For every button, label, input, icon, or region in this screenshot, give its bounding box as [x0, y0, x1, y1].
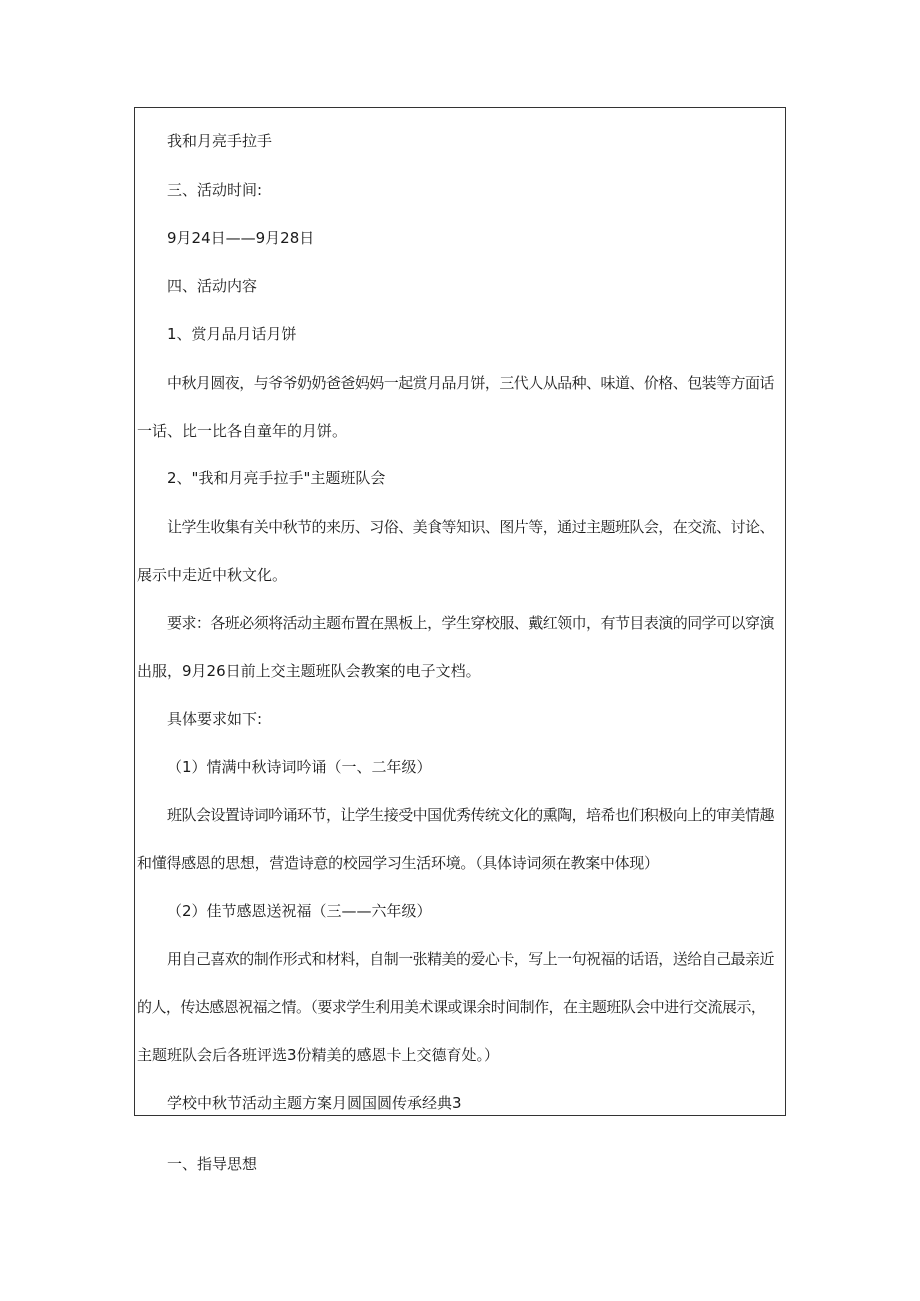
guiding-thought-heading: 一、指导思想: [167, 1155, 258, 1173]
paragraph-line: 让学生收集有关中秋节的来历、习俗、美食等知识、图片等，通过主题班队会，在交流、讨论、: [167, 518, 774, 536]
section-title: 学校中秋节活动主题方案月圆国圆传承经典3: [167, 1094, 462, 1112]
date-range: 9月24日——9月28日: [167, 229, 315, 247]
paragraph-line: 的人，传达感恩祝福之情。（要求学生利用美术课或课余时间制作，在主题班队会中进行交流展示，: [137, 998, 766, 1016]
item-2-heading: 2、"我和月亮手拉手"主题班队会: [167, 469, 386, 487]
paragraph-line: 一话、比一比各自童年的月饼。: [137, 422, 348, 440]
paragraph-line: 班队会设置诗词吟诵环节，让学生接受中国优秀传统文化的熏陶，培希也们积极向上的审美情趣: [167, 806, 774, 824]
paragraph-line: 展示中走近中秋文化。: [137, 566, 288, 584]
paragraph-line: 和懂得感恩的思想，营造诗意的校园学习生活环境。（具体诗词须在教案中体现）: [137, 854, 659, 872]
section-heading-content: 四、活动内容: [167, 277, 258, 295]
sub-item-1-heading: （1）情满中秋诗词吟诵（一、二年级）: [167, 758, 432, 776]
requirements-heading: 具体要求如下:: [167, 710, 263, 728]
requirement-line: 出服，9月26日前上交主题班队会教案的电子文档。: [137, 662, 481, 680]
section-heading-time: 三、活动时间:: [167, 181, 263, 199]
requirement-line: 要求：各班必须将活动主题布置在黑板上，学生穿校服、戴红领巾，有节目表演的同学可以穿演: [167, 614, 774, 632]
item-1-heading: 1、赏月品月话月饼: [167, 325, 297, 343]
subtitle-line: 我和月亮手拉手: [167, 132, 273, 150]
paragraph-line: 主题班队会后各班评选3份精美的感恩卡上交德育处。）: [137, 1046, 500, 1064]
sub-item-2-heading: （2）佳节感恩送祝福（三——六年级）: [167, 902, 432, 920]
paragraph-line: 中秋月圆夜，与爷爷奶奶爸爸妈妈一起赏月品月饼，三代人从品种、味道、价格、包装等方面话: [167, 374, 774, 392]
paragraph-line: 用自己喜欢的制作形式和材料，自制一张精美的爱心卡，写上一句祝福的话语，送给自己最亲近: [167, 950, 774, 968]
